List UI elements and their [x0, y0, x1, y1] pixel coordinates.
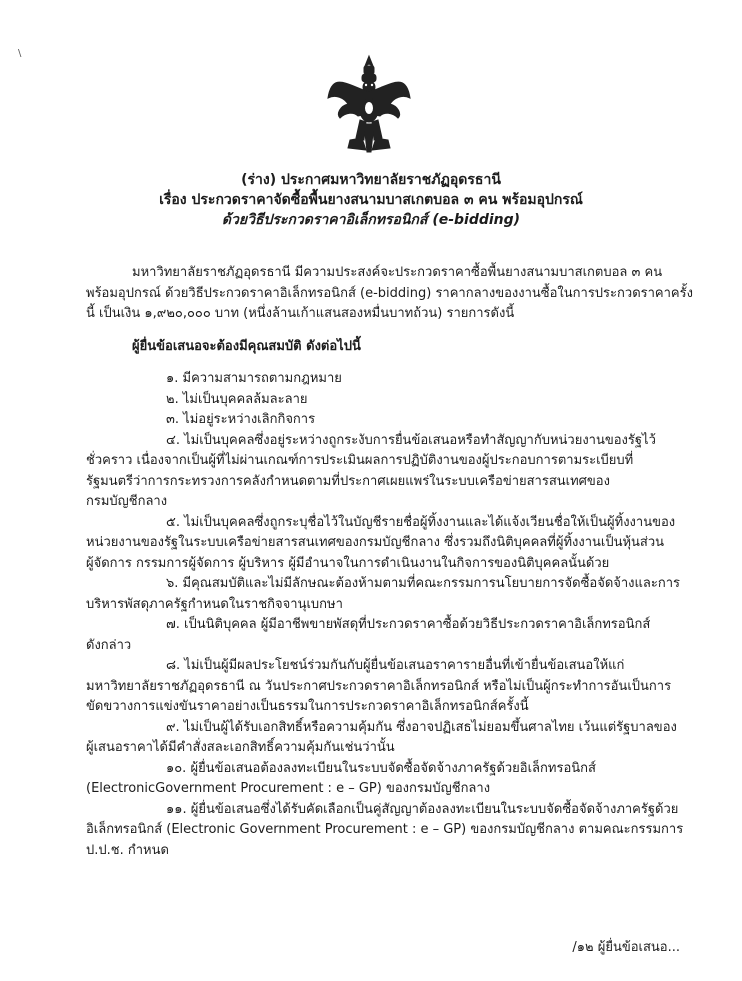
document-method: ด้วยวิธีประกวดราคาอิเล็กทรอนิกส์ (e-bidding) [221, 212, 521, 228]
qualification-item-continued: ผู้เสนอราคาได้มีคำสั่งสละเอกสิทธิ์ความคุ้มกันเช่นว่านั้น [86, 740, 395, 755]
qualification-item-continued: กรมบัญชีกลาง [86, 494, 168, 509]
document-title: (ร่าง) ประกาศมหาวิทยาลัยราชภัฏอุดรธานี [241, 172, 501, 188]
qualification-item: ๔. ไม่เป็นบุคคลซึ่งอยู่ระหว่างถูกระงับการยื่นข้อเสนอหรือทำสัญญากับหน่วยงานของรัฐไว้ [166, 432, 656, 448]
qualification-item-continued: บริหารพัสดุภาครัฐกำหนดในราชกิจจานุเบกษา [86, 596, 343, 612]
document-header [0, 170, 742, 230]
qualification-item: ๑. มีความสามารถตามกฎหมาย [166, 371, 342, 386]
document-subject: เรื่อง ประกวดราคาจัดซื้อพื้นยางสนามบาสเกตบอล ๓ คน พร้อมอุปกรณ์ [159, 192, 583, 208]
qualification-item-continued: ชั่วคราว เนื่องจากเป็นผู้ที่ไม่ผ่านเกณฑ์การประเมินผลการปฏิบัติงานของผู้ประกอบการตามระเบียบที่ [86, 453, 634, 468]
document-body [86, 263, 693, 861]
qualification-item: ๒. ไม่เป็นบุคคลล้มละลาย [166, 391, 308, 407]
qualification-item-continued: ผู้จัดการ กรรมการผู้จัดการ ผู้บริหาร ผู้มีอำนาจในการดำเนินงานในกิจการของนิติบุคคลนั้นด้วย [86, 555, 610, 571]
page-continuation: /๑๒ ผู้ยื่นข้อเสนอ... [572, 940, 680, 955]
qualification-item-continued: อิเล็กทรอนิกส์ (Electronic Government Procurement : e – GP) ของกรมบัญชีกลาง ตามคณะกรรมการ [86, 822, 684, 837]
qualification-item-continued: ดังกล่าว [86, 637, 132, 653]
qualification-item: ๑๐. ผู้ยื่นข้อเสนอต้องลงทะเบียนในระบบจัดซื้อจัดจ้างภาครัฐด้วยอิเล็กทรอนิกส์ [166, 760, 596, 776]
qualification-item-continued: ขัดขวางการแข่งขันราคาอย่างเป็นธรรมในการประกวดราคาอิเล็กทรอนิกส์ครั้งนี้ [86, 699, 529, 714]
qualification-item-continued: ป.ป.ช. กำหนด [86, 842, 169, 858]
qualification-item: ๕. ไม่เป็นบุคคลซึ่งถูกระบุชื่อไว้ในบัญชีรายชื่อผู้ทิ้งงานและได้แจ้งเวียนชื่อให้เป็นผู้ทิ้งงานของ [166, 514, 676, 530]
qualification-item-continued: (ElectronicGovernment Procurement : e – GP) ของกรมบัญชีกลาง [86, 781, 491, 796]
qualification-item: ๗. เป็นนิติบุคคล ผู้มีอาชีพขายพัสดุที่ประกวดราคาซื้อด้วยวิธีประกวดราคาอิเล็กทรอนิกส์ [166, 617, 651, 632]
qualification-item-continued: มหาวิทยาลัยราชภัฏอุดรธานี ณ วันประกาศประกวดราคาอิเล็กทรอนิกส์ หรือไม่เป็นผู้กระทำการอันเป็นการ [86, 678, 672, 694]
intro-line: นี้ เป็นเงิน ๑,๙๒๐,๐๐๐ บาท (หนึ่งล้านเก้าแสนสองหมื่นบาทถ้วน) รายการดังนี้ [86, 306, 515, 321]
qualification-item-continued: รัฐมนตรีว่าการกระทรวงการคลังกำหนดตามที่ประกาศเผยแพร่ในระบบเครือข่ายสารสนเทศของ [86, 473, 610, 489]
qualification-item: ๘. ไม่เป็นผู้มีผลประโยชน์ร่วมกันกับผู้ยื่นข้อเสนอราคารายอื่นที่เข้ายื่นข้อเสนอให้แก่ [166, 658, 625, 673]
intro-line: มหาวิทยาลัยราชภัฏอุดรธานี มีความประสงค์จะประกวดราคาซื้อพื้นยางสนามบาสเกตบอล ๓ คน [132, 265, 663, 280]
garuda-emblem-icon [326, 54, 412, 154]
qualification-item: ๙. ไม่เป็นผู้ได้รับเอกสิทธิ์หรือความคุ้มกัน ซึ่งอาจปฏิเสธไม่ยอมขึ้นศาลไทย เว้นแต่รัฐบาลของ [166, 719, 677, 735]
qualifications-heading: ผู้ยื่นข้อเสนอจะต้องมีคุณสมบัติ ดังต่อไปนี้ [132, 338, 361, 354]
stray-mark: \ [18, 48, 22, 59]
qualification-item-continued: หน่วยงานของรัฐในระบบเครือข่ายสารสนเทศของกรมบัญชีกลาง ซึ่งรวมถึงนิติบุคคลที่ผู้ทิ้งงานเป็นหุ้นส่วน [86, 535, 665, 550]
intro-line: พร้อมอุปกรณ์ ด้วยวิธีประกวดราคาอิเล็กทรอนิกส์ (e-bidding) ราคากลางของงานซื้อในการประกวดราคาครั้ง [86, 285, 693, 301]
qualification-item: ๖. มีคุณสมบัติและไม่มีลักษณะต้องห้ามตามที่คณะกรรมการนโยบายการจัดซื้อจัดจ้างและการ [166, 576, 681, 591]
qualification-item: ๓. ไม่อยู่ระหว่างเลิกกิจการ [166, 412, 316, 427]
qualification-item: ๑๑. ผู้ยื่นข้อเสนอซึ่งได้รับคัดเลือกเป็นคู่สัญญาต้องลงทะเบียนในระบบจัดซื้อจัดจ้างภาครัฐด้วย [166, 801, 679, 817]
